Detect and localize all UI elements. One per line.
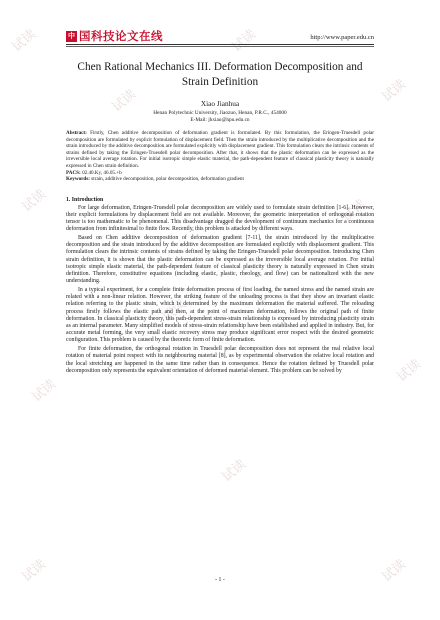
abstract: [66, 130, 374, 170]
page-number: - 1 -: [215, 577, 225, 583]
section-heading: 1. Introduction: [66, 196, 104, 203]
keywords-label: Keywords:: [66, 176, 90, 183]
site-url[interactable]: http://www.paper.edu.cn: [310, 34, 374, 41]
watermark-text: 试读: [19, 556, 50, 586]
watermark-text: 试读: [9, 26, 40, 56]
abstract-text: Firstly, Chen additive decomposition of deformation gradient is formulated. By this formulation, the Eringen-Truesdell polar decomposition are formulated by explicit formulation of displacement field. Then the strain introduced by the multiplicative decomposition and the strain introduced by the additive decomposition are formulated explicitly with displacement gradient. This formulation clears the intrinsic contents of strains defined by taking the Eringen-Truesdell polar decomposition. After that, it shows that the plastic deformation can be expressed as the irreversible local average rotation. For initial isotropic simple elastic material, the path-dependent feature of classical plasticity theory is naturally expressed in Chen strain definition.: [66, 130, 374, 169]
logo-text: 国科技论文在线: [79, 31, 163, 43]
author-name: Xiao Jianhua: [200, 99, 240, 108]
watermark-text: 试读: [229, 26, 260, 56]
paper-title: Chen Rational Mechanics III. Deformation Decomposition and Strain Definition: [77, 61, 363, 88]
header-divider-thin: [66, 46, 374, 47]
keywords-line: [66, 176, 374, 183]
watermark-text: 试读: [394, 356, 425, 386]
watermark-text: 试读: [159, 296, 190, 326]
page-header: [0, 0, 440, 52]
paper-body: [66, 60, 374, 376]
logo-mark: 中: [66, 31, 77, 42]
pacs-text: 02.40.Ky, 46.05.+b: [82, 169, 122, 176]
watermark-text: 试读: [379, 556, 410, 586]
pacs-label: PACS:: [66, 169, 81, 176]
watermark-text: 试读: [109, 86, 140, 116]
paragraph: In a typical experiment, for a complete finite deformation process of first loading, the named stress and the named strain are related with a non-linear relation. However, the striking feature of the unloading process is that they show an invariant elastic relation referring to the plastic strain, which is determined by the maximum deformation the material suffered. The reloading process firstly follows the elastic path and then, at the point of maximum deformation, follows the original path of finite deformation. In classical plasticity theory, this path-dependent stress-strain relationship is expressed by introducing plasticity strain as an internal parameter. Many simplified models of stress-strain relationship have been established and applied in industry. But, for accurate metal forming, the very small elastic recovery stress may produce significant error respect with the desired geometric configuration. This problem is caused by the theoretic form of finite deformation.: [66, 286, 374, 344]
keywords-text: strain, additive decomposition, polar decomposition, deformation gradient: [91, 176, 244, 183]
watermark-text: 试读: [339, 196, 370, 226]
watermark-text: 试读: [219, 456, 250, 486]
paragraph: Based on Chen additive decomposition of deformation gradient [7-11], the strain introduced by the multiplicative decomposition and the strain introduced by the additive decomposition are formulated explicitly with displacement gradient. This formulation clears the intrinsic contents of strains defined by taking the Eringen-Truesdell polar decomposition. Introducing Chen strain definition, it is shown that the plastic deformation can be expressed as the irreversible local average rotation. For initial isotropic simple elastic material, the path-dependent feature of classical plasticity theory is naturally expressed in Chen strain definition. Therefore, constitutive equations (including elastic, plastic, rheology, and flow) can be nationalized with the new understanding.: [66, 235, 374, 285]
watermark-text: 试读: [19, 186, 50, 216]
paragraph: For finite deformation, the orthogonal rotation in Truesdell polar decomposition does not represent the real relative local rotation of material point respect with its neighbouring material [8], as by experimental observation the relative local rotation and the local stretching are happened in the same time rather than in consequence. Hence the rotation defined by Truesdell polar decomposition only represents the equivalent orientation of deformed material element. This problem can be solved by: [66, 346, 374, 374]
watermark-text: 试读: [29, 376, 60, 406]
author-email: E-Mail: jhxiao@hpu.edu.cn: [190, 117, 250, 123]
watermark-text: 试读: [379, 76, 410, 106]
author-affiliation: Henan Polytechnic University, Jiaozuo, Henan, P.R.C., 454000: [153, 110, 287, 116]
site-logo: [66, 29, 163, 43]
paragraph: For large deformation, Eringen-Truesdell polar decomposition are widely used to formulate strain definition [1-6]. However, their explicit formulations by displacement field are not available. Moreover, the geometric interpretation of orthogonal rotation tensor is too mathematic to be phenomenal. This disadvantage dragged the development of continuum mechanics for a continuous deformation from infinitesimal to finite flow. Recently, this problem is attacked by different ways.: [66, 204, 374, 233]
abstract-label: Abstract:: [66, 130, 87, 136]
header-divider: [66, 44, 374, 45]
